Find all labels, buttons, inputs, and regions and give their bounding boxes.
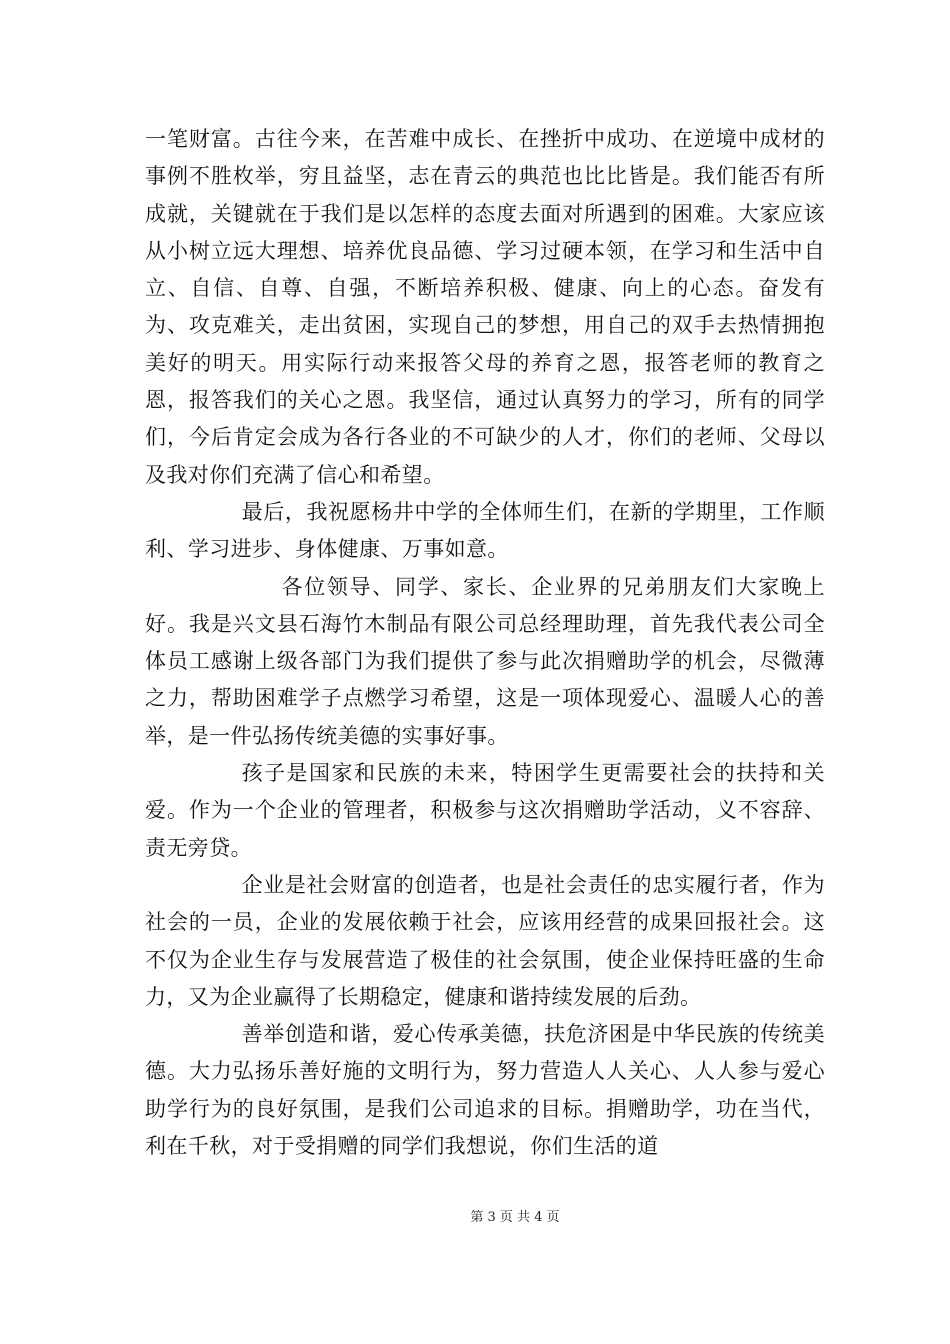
paragraph-1: 一笔财富。古往今来，在苦难中成长、在挫折中成功、在逆境中成材的事例不胜枚举，穷且益坚，志在青云的典范也比比皆是。我们能否有所成就，关键就在于我们是以怎样的态度去面对所遇到的困难。大家应该从小树立远大理想、培养优良品德、学习过硬本领，在学习和生活中自立、自信、自尊、自强，不断培养积极、健康、向上的心态。奋发有为、攻克难关，走出贫困，实现自己的梦想，用自己的双手去热情拥抱美好的明天。用实际行动来报答父母的养育之恩，报答老师的教育之恩，报答我们的关心之恩。我坚信，通过认真努力的学习，所有的同学们，今后肯定会成为各行各业的不可缺少的人才，你们的老师、父母以及我对你们充满了信心和希望。 bbox=[145, 127, 825, 487]
paragraph-5: 企业是社会财富的创造者，也是社会责任的忠实履行者，作为社会的一员，企业的发展依赖于社会，应该用经营的成果回报社会。这不仅为企业生存与发展营造了极佳的社会氛围，使企业保持旺盛的生命力，又为企业赢得了长期稳定，健康和谐持续发展的后劲。 bbox=[145, 872, 825, 1009]
paragraph-4: 孩子是国家和民族的未来，特困学生更需要社会的扶持和关爱。作为一个企业的管理者，积极参与这次捐赠助学活动，义不容辞、责无旁贷。 bbox=[145, 761, 825, 860]
body-text bbox=[145, 121, 825, 1165]
paragraph-6: 善举创造和谐，爱心传承美德，扶危济困是中华民族的传统美德。大力弘扬乐善好施的文明行为，努力营造人人关心、人人参与爱心助学行为的良好氛围，是我们公司追求的目标。捐赠助学，功在当代，利在千秋，对于受捐赠的同学们我想说，你们生活的道 bbox=[145, 1022, 825, 1159]
paragraph-3: 各位领导、同学、家长、企业界的兄弟朋友们大家晚上好。我是兴文县石海竹木制品有限公司总经理助理，首先我代表公司全体员工感谢上级各部门为我们提供了参与此次捐赠助学的机会，尽微薄之力，帮助困难学子点燃学习希望，这是一项体现爱心、温暖人心的善举，是一件弘扬传统美德的实事好事。 bbox=[145, 574, 825, 748]
paragraph-2: 最后，我祝愿杨井中学的全体师生们，在新的学期里，工作顺利、学习进步、身体健康、万事如意。 bbox=[145, 499, 825, 562]
page-number-footer: 第 3 页 共 4 页 bbox=[470, 1210, 560, 1225]
